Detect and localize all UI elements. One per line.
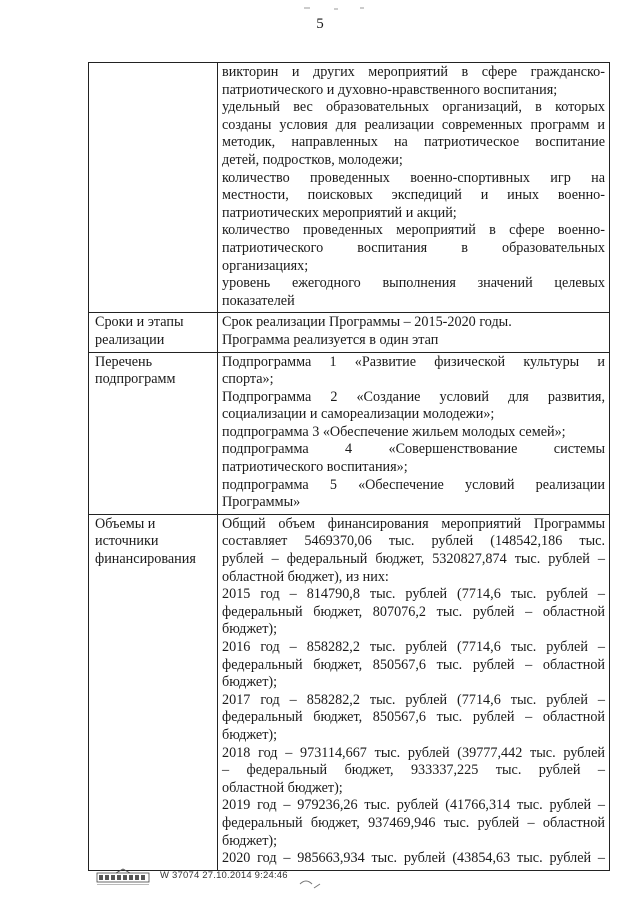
passport-table bbox=[88, 62, 610, 871]
row-label-line: подпрограмм bbox=[95, 371, 176, 388]
table-row bbox=[89, 514, 610, 870]
row-content-line: патриотического воспитания в образовательных bbox=[222, 239, 605, 256]
row-content-line: Подпрограмма 2 «Создание условий для развития, bbox=[222, 388, 605, 405]
row-label-line: финансирования bbox=[95, 551, 196, 568]
row-content-line: Подпрограмма 1 «Развитие физической культуры и bbox=[222, 353, 605, 370]
row-content-line: количество проведенных мероприятий в сфере военно- bbox=[222, 222, 605, 239]
row-label-line: Перечень bbox=[95, 353, 153, 370]
row-content-line: бюджет); bbox=[222, 832, 278, 849]
row-content-cell bbox=[218, 352, 610, 514]
row-content-line: 2019 год – 979236,26 тыс. рублей (41766,314 тыс. рублей – bbox=[222, 797, 605, 814]
row-label-line: Сроки и этапы bbox=[95, 314, 184, 331]
table-row bbox=[89, 352, 610, 514]
row-content-line: подпрограмма 5 «Обеспечение условий реализации bbox=[222, 476, 605, 493]
row-label-line: источники bbox=[95, 533, 159, 550]
row-content-line: 2017 год – 858282,2 тыс. рублей (7714,6 тыс. рублей – bbox=[222, 691, 605, 708]
row-content-line: подпрограмма 3 «Обеспечение жильем молодых семей»; bbox=[222, 423, 566, 440]
row-content-line: местности, поисковых экспедиций и иных военно- bbox=[222, 187, 605, 204]
row-content-line: патриотического и духовно-нравственного воспитания; bbox=[222, 81, 558, 98]
row-content-line: показателей bbox=[222, 292, 295, 309]
row-content-line: областной бюджет), из них: bbox=[222, 568, 389, 585]
row-content-line: викторин и других мероприятий в сфере гражданско- bbox=[222, 64, 605, 80]
row-content-line: организациях; bbox=[222, 257, 309, 274]
row-content-line: созданы условия для реализации современных программ и bbox=[222, 116, 605, 133]
row-content-cell bbox=[218, 313, 610, 352]
row-content-line: Срок реализации Программы – 2015-2020 годы. bbox=[222, 314, 512, 331]
scan-artifact-marks bbox=[296, 874, 336, 894]
row-content-line: бюджет); bbox=[222, 726, 278, 743]
row-content-line: федеральный бюджет, 937469,946 тыс. рублей – областной bbox=[222, 814, 605, 831]
row-content-line: 2020 год – 985663,934 тыс. рублей (43854,63 тыс. рублей – bbox=[222, 850, 605, 867]
row-content-line: Программа реализуется в один этап bbox=[222, 331, 439, 348]
row-content-line: федеральный бюджет, 850567,6 тыс. рублей – областной bbox=[222, 709, 605, 726]
row-content-line: методик, направленных на патриотическое воспитание bbox=[222, 134, 605, 151]
page-number: 5 bbox=[316, 16, 324, 32]
row-content-line: удельный вес образовательных организаций, в которых bbox=[222, 99, 605, 116]
row-content-line: 2015 год – 814790,8 тыс. рублей (7714,6 тыс. рублей – bbox=[222, 586, 605, 603]
row-content-cell bbox=[218, 514, 610, 870]
document-stamp: W 37074 27.10.2014 9:24:46 bbox=[160, 870, 288, 881]
row-label-cell bbox=[89, 352, 218, 514]
row-label-cell bbox=[89, 63, 218, 313]
row-content-line: патриотических мероприятий и акций; bbox=[222, 204, 457, 221]
row-content-line: областной бюджет); bbox=[222, 779, 343, 796]
row-content-line: спорта»; bbox=[222, 371, 274, 388]
row-content-line: федеральный бюджет, 850567,6 тыс. рублей – областной bbox=[222, 656, 605, 673]
scan-artifact-marks bbox=[300, 2, 380, 14]
row-content-line: социализации и самореализации молодежи»; bbox=[222, 406, 495, 423]
row-content-line: федеральный бюджет, 807076,2 тыс. рублей – областной bbox=[222, 603, 605, 620]
row-label-line: Объемы и bbox=[95, 515, 156, 532]
row-content-line: подпрограмма 4 «Совершенствование системы bbox=[222, 441, 605, 458]
row-label-cell bbox=[89, 313, 218, 352]
row-content-line: Программы» bbox=[222, 494, 301, 511]
row-content-line: 2016 год – 858282,2 тыс. рублей (7714,6 тыс. рублей – bbox=[222, 639, 605, 655]
row-content-line: – федеральный бюджет, 933337,225 тыс. рублей – bbox=[222, 762, 605, 779]
row-content-line: детей, подростков, молодежи; bbox=[222, 151, 403, 168]
row-label-cell bbox=[89, 514, 218, 870]
row-content-line: 2018 год – 973114,667 тыс. рублей (39777,442 тыс. рублей bbox=[222, 744, 605, 761]
row-content-line: количество проведенных военно-спортивных игр на bbox=[222, 169, 605, 186]
row-content-line: рублей – федеральный бюджет, 5320827,874 тыс. рублей – bbox=[222, 551, 605, 568]
row-content-line: патриотического воспитания»; bbox=[222, 459, 408, 476]
row-content-cell bbox=[218, 63, 610, 313]
row-label-line: реализации bbox=[95, 331, 165, 348]
row-content-line: бюджет); bbox=[222, 621, 278, 638]
table-row bbox=[89, 63, 610, 313]
table-row bbox=[89, 313, 610, 352]
organization-logo bbox=[96, 868, 150, 886]
row-content-line: уровень ежегодного выполнения значений целевых bbox=[222, 275, 605, 292]
row-content-line: бюджет); bbox=[222, 674, 278, 691]
row-content-line: Общий объем финансирования мероприятий Программы bbox=[222, 515, 605, 532]
row-content-line: составляет 5469370,06 тыс. рублей (148542,186 тыс. bbox=[222, 533, 605, 550]
